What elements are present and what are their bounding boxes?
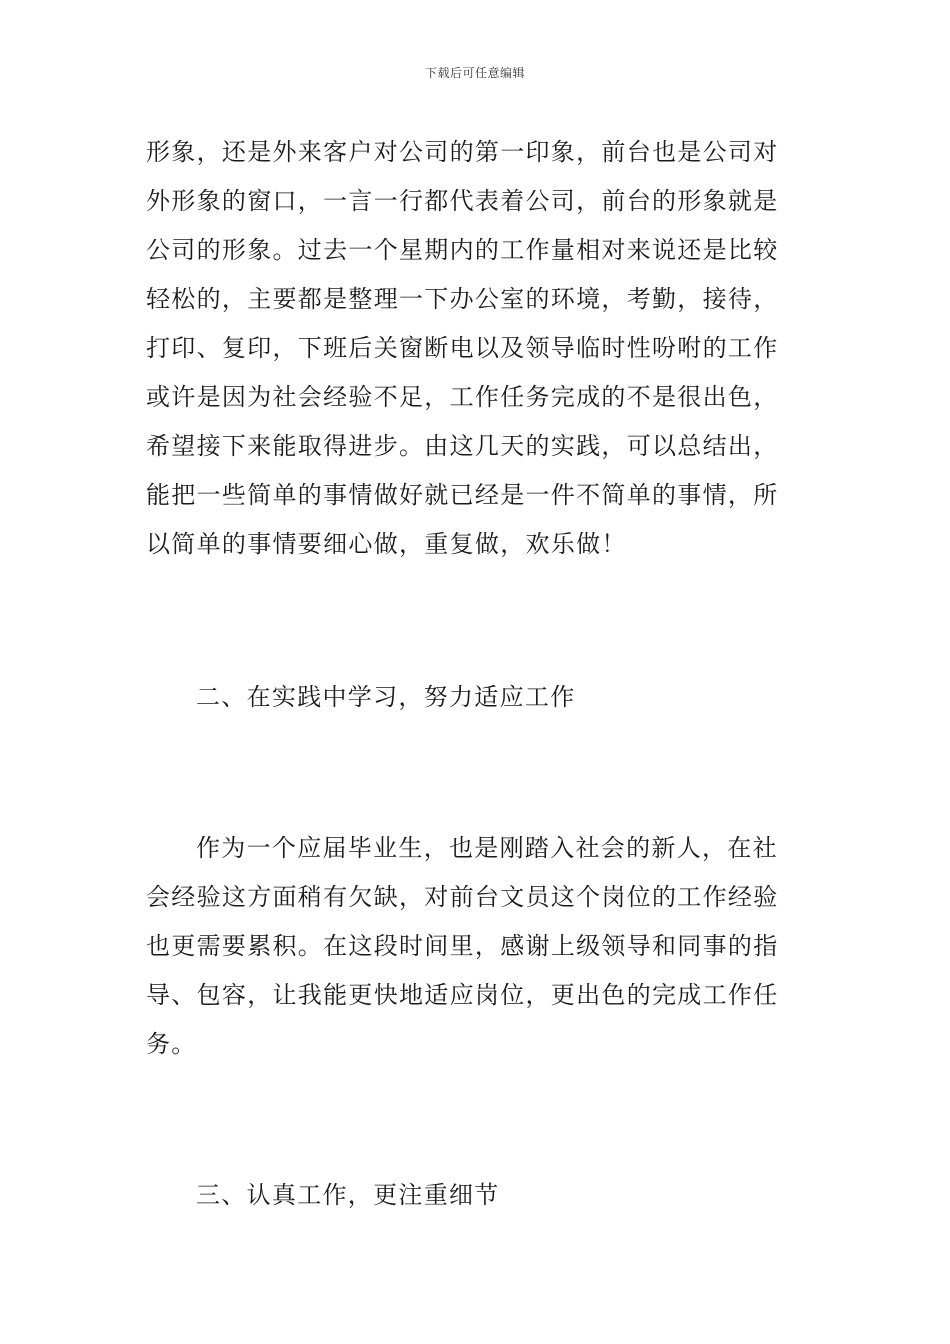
paragraph-line: 作为一个应届毕业生，也是刚踏入社会的新人，在社 <box>196 834 778 862</box>
page-header: 下载后可任意编辑 <box>424 66 525 80</box>
paragraph-line: 能把一些简单的事情做好就已经是一件不简单的事情，所 <box>146 481 779 509</box>
paragraph-line: 希望接下来能取得进步。由这几天的实践，可以总结出， <box>146 432 779 460</box>
paragraph-line: 导、包容，让我能更快地适应岗位，更出色的完成工作任 <box>146 981 779 1009</box>
paragraph-line: 形象，还是外来客户对公司的第一印象，前台也是公司对 <box>146 138 779 166</box>
paragraph-line: 务。 <box>146 1030 197 1058</box>
paragraph-line: 轻松的，主要都是整理一下办公室的环境，考勤，接待， <box>146 285 779 313</box>
paragraph-line: 会经验这方面稍有欠缺，对前台文员这个岗位的工作经验 <box>146 883 779 911</box>
section-heading-attention-to-detail: 三、认真工作，更注重细节 <box>196 1181 500 1209</box>
paragraph-line: 也更需要累积。在这段时间里，感谢上级领导和同事的指 <box>146 932 779 960</box>
paragraph-work-summary <box>146 128 816 569</box>
paragraph-line: 打印、复印，下班后关窗断电以及领导临时性吩咐的工作 <box>146 334 779 362</box>
paragraph-line: 以简单的事情要细心做，重复做，欢乐做！ <box>146 530 627 558</box>
paragraph-line: 外形象的窗口，一言一行都代表着公司，前台的形象就是 <box>146 187 779 215</box>
paragraph-line: 或许是因为社会经验不足，工作任务完成的不是很出色， <box>146 383 779 411</box>
section-heading-learn-in-practice: 二、在实践中学习，努力适应工作 <box>196 683 576 711</box>
paragraph-adapt-to-work <box>146 824 816 1069</box>
paragraph-line: 公司的形象。过去一个星期内的工作量相对来说还是比较 <box>146 236 779 264</box>
